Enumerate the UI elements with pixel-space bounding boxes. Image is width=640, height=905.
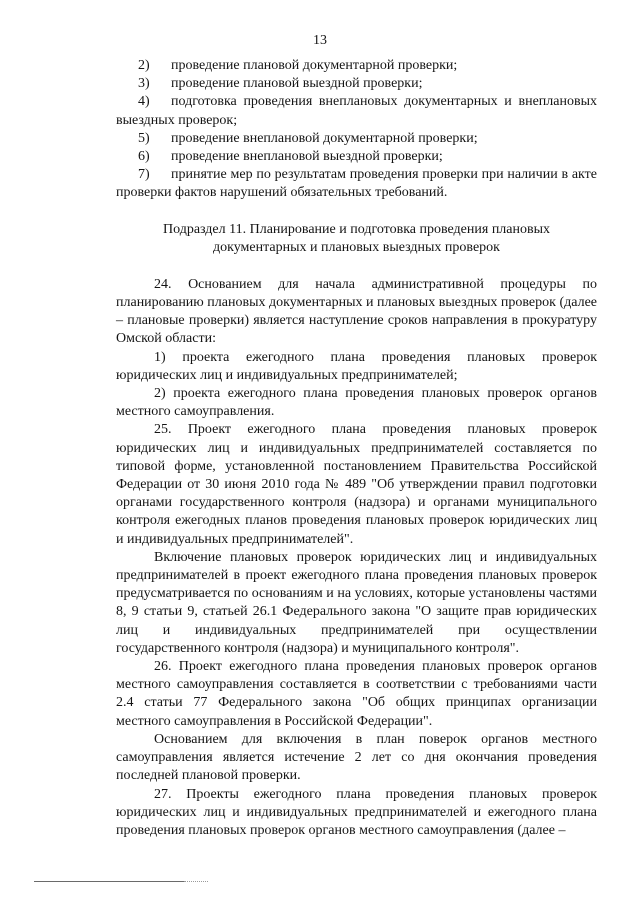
paragraph: 25. Проект ежегодного плана проведения плановых проверок юридических лиц и индивидуальных предпринимателей составляется по типовой форме, установленной постановлением Правительства Российской Федерации от 30 июня 2010 года № 489 "Об утверждении правил подготовки органами государственного контроля (надзора) и органами муниципального контроля ежегодных планов проведения плановых проверок юридических лиц и индивидуальных предпринимателей". xyxy=(116,422,597,547)
paragraph: 1) проекта ежегодного плана проведения плановых проверок юридических лиц и индивидуальных предпринимателей; xyxy=(116,349,597,383)
list-item-text: подготовка проведения внеплановых документарных и внеплановых выездных проверок; xyxy=(116,94,597,128)
paragraph: Включение плановых проверок юридических лиц и индивидуальных предпринимателей в проект ежегодного плана проведения плановых проверок предусматривается по основаниям и на условиях, которые установлены частями 8, 9 статьи 9, статьей 26.1 Федерального закона "О защите прав юридических лиц и индивидуальных предпринимателей при осуществлении государственного контроля (надзора) и муниципального контроля". xyxy=(116,549,597,656)
paragraph: Основанием для включения в план поверок органов местного самоуправления является истечение 2 лет со дня окончания проведения последней плановой проверки. xyxy=(116,731,597,784)
section-heading: Подраздел 11. Планирование и подготовка проведения плановых документарных и плановых выездных проверок xyxy=(162,221,551,256)
page-number: 13 xyxy=(313,33,327,48)
list-item xyxy=(116,166,597,202)
list-item-text: принятие мер по результатам проведения проверки при наличии в акте проверки фактов нарушений обязательных требований. xyxy=(116,167,597,201)
page-content xyxy=(116,57,597,840)
paragraph: 27. Проекты ежегодного плана проведения плановых проверок юридических лиц и индивидуальных предпринимателей и ежегодного плана проведения плановых проверок органов местного самоуправления (далее – xyxy=(116,786,597,838)
list-item-number: 2) xyxy=(138,58,150,73)
list-item xyxy=(116,57,597,75)
list-item xyxy=(116,148,597,166)
list-item-text: проведение внеплановой выездной проверки; xyxy=(171,149,443,165)
list-item-number: 5) xyxy=(138,130,150,146)
list-item-text: проведение плановой документарной проверки; xyxy=(171,58,458,73)
list-item-number: 6) xyxy=(138,149,150,165)
paragraph: 2) проекта ежегодного плана проведения плановых проверок органов местного самоуправления. xyxy=(116,386,597,420)
footnote-separator-line xyxy=(34,881,184,882)
list-item-text: проведение внеплановой документарной проверки; xyxy=(171,130,478,146)
footnote-separator-line-faint xyxy=(184,881,208,882)
list-item-text: проведение плановой выездной проверки; xyxy=(171,76,423,92)
list-item-number: 4) xyxy=(138,94,150,110)
list-item-number: 7) xyxy=(138,167,150,183)
list-item xyxy=(116,130,597,148)
list-item xyxy=(116,93,597,129)
list-item xyxy=(116,75,597,93)
list-item-number: 3) xyxy=(138,76,150,92)
paragraph: 24. Основанием для начала административной процедуры по планированию плановых документарных и плановых выездных проверок (далее – плановые проверки) является наступление сроков направления в прокуратуру Омской области: xyxy=(116,276,597,347)
paragraph: 26. Проект ежегодного плана проведения плановых проверок органов местного самоуправления составляется в соответствии с требованиями части 2.4 статьи 77 Федерального закона "Об общих принципах организации местного самоуправления в Российской Федерации". xyxy=(116,659,597,729)
